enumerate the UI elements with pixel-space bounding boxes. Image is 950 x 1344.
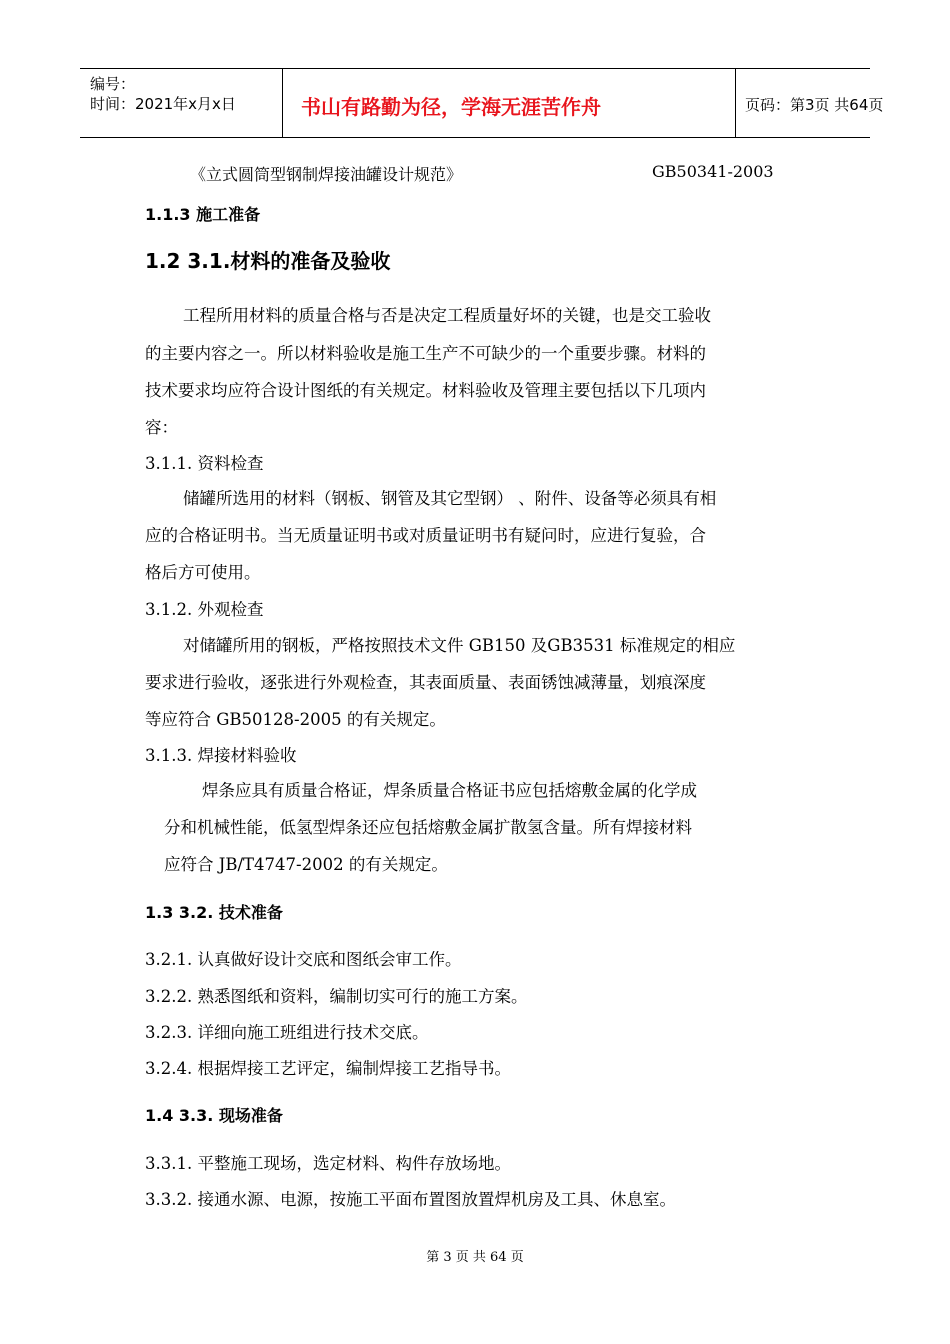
time-label: 时间：2021年x月x日: [90, 95, 236, 113]
motto: 书山有路勤为径，学海无涯苦作舟: [301, 95, 601, 119]
page-footer: 第 3 页 共 64 页: [426, 1250, 524, 1265]
subsection-heading: 3.1.3. 焊接材料验收: [145, 746, 297, 765]
section-heading: 1.3 3.2. 技术准备: [145, 903, 283, 922]
serial-label: 编号：: [90, 75, 136, 93]
section-heading: 1.2 3.1.材料的准备及验收: [145, 249, 391, 273]
header-page-cell: [736, 69, 884, 137]
list-item: 3.2.3. 详细向施工班组进行技术交底。: [145, 1023, 429, 1042]
paragraph-line: 储罐所选用的材料（钢板、钢管及其它型钢） 、附件、设备等必须具有相: [183, 489, 717, 508]
list-item: 3.3.2. 接通水源、电源，按施工平面布置图放置焊机房及工具、休息室。: [145, 1190, 676, 1209]
paragraph-line: 分和机械性能，低氢型焊条还应包括熔敷金属扩散氢含量。所有焊接材料: [164, 818, 692, 837]
section-heading: 1.1.3 施工准备: [145, 205, 261, 224]
paragraph-line: 应符合 JB/T4747-2002 的有关规定。: [164, 855, 448, 874]
page-info: 页码：第3页 共64页: [745, 96, 884, 114]
list-item: 3.2.2. 熟悉图纸和资料，编制切实可行的施工方案。: [145, 987, 528, 1006]
paragraph-line: 容：: [145, 418, 178, 437]
list-item: 3.3.1. 平整施工现场，选定材料、构件存放场地。: [145, 1154, 511, 1173]
subsection-heading: 3.1.1. 资料检查: [145, 454, 264, 473]
paragraph-line: 应的合格证明书。当无质量证明书或对质量证明书有疑问时，应进行复验，合: [145, 526, 706, 545]
list-item: 3.2.4. 根据焊接工艺评定，编制焊接工艺指导书。: [145, 1059, 511, 1078]
standard-code: GB50341-2003: [652, 162, 774, 181]
paragraph-line: 等应符合 GB50128-2005 的有关规定。: [145, 710, 446, 729]
page-header: [80, 68, 884, 138]
section-heading: 1.4 3.3. 现场准备: [145, 1106, 283, 1125]
paragraph-line: 对储罐所用的钢板，严格按照技术文件 GB150 及GB3531 标准规定的相应: [183, 636, 736, 655]
paragraph-line: 工程所用材料的质量合格与否是决定工程质量好坏的关键，也是交工验收: [183, 306, 711, 325]
standard-title: 《立式圆筒型钢制焊接油罐设计规范》: [190, 165, 463, 184]
paragraph-line: 要求进行验收，逐张进行外观检查，其表面质量、表面锈蚀减薄量，划痕深度: [145, 673, 706, 692]
paragraph-line: 格后方可使用。: [145, 563, 261, 582]
paragraph-line: 的主要内容之一。所以材料验收是施工生产不可缺少的一个重要步骤。材料的: [145, 344, 706, 363]
header-meta-cell: [80, 69, 282, 137]
paragraph-line: 焊条应具有质量合格证，焊条质量合格证书应包括熔敷金属的化学成: [202, 781, 697, 800]
header-motto-cell: [282, 69, 736, 137]
paragraph-line: 技术要求均应符合设计图纸的有关规定。材料验收及管理主要包括以下几项内: [145, 381, 706, 400]
subsection-heading: 3.1.2. 外观检查: [145, 600, 264, 619]
list-item: 3.2.1. 认真做好设计交底和图纸会审工作。: [145, 950, 462, 969]
